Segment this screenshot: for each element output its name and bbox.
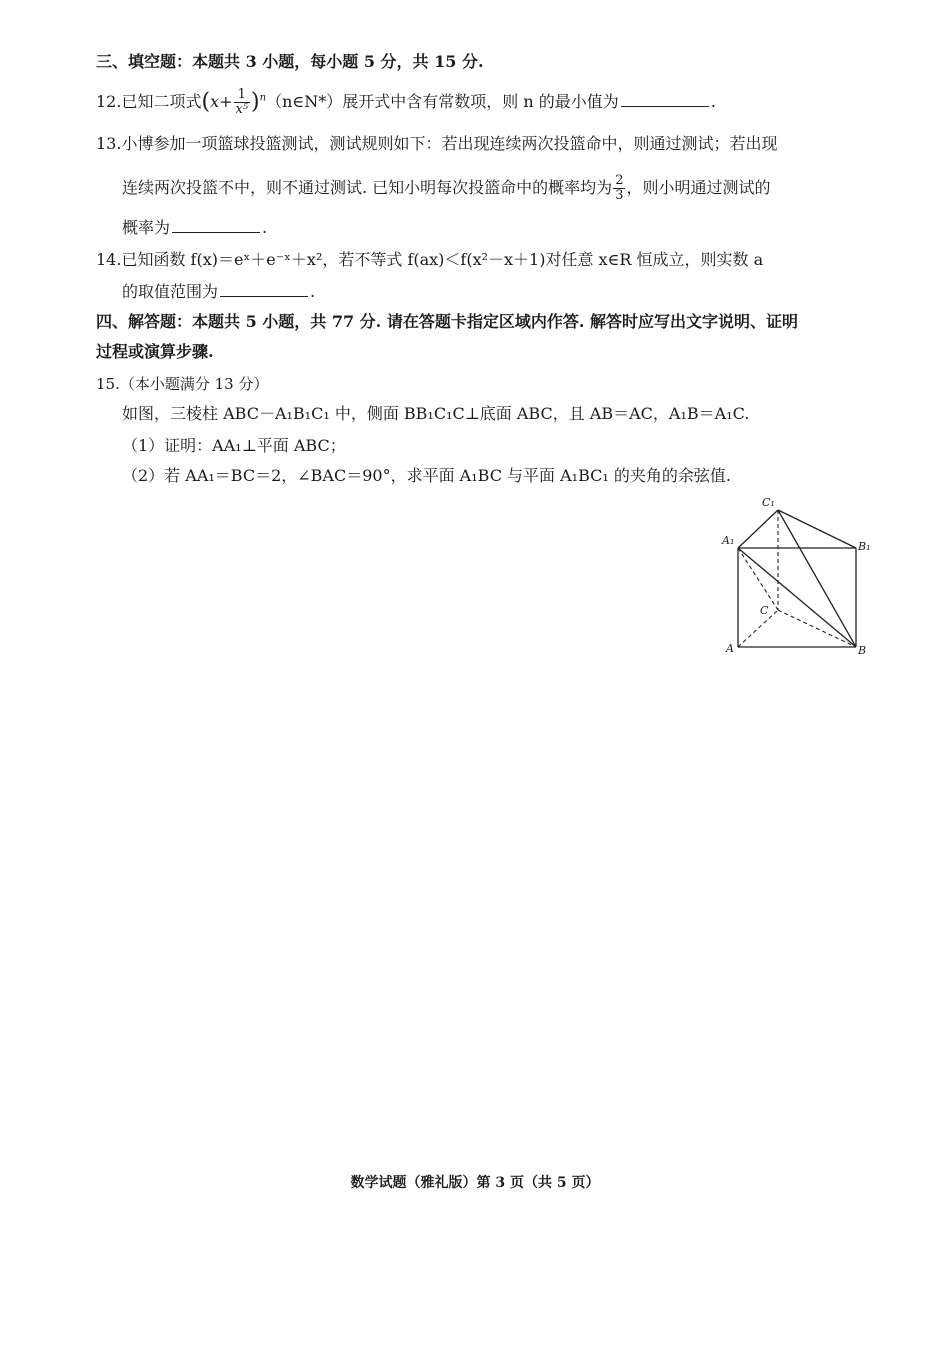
segment-a1-b [738,548,856,647]
question-13-line-3: 概率为 . [122,218,268,237]
edge-c1-b1 [778,510,856,548]
label-c1: C₁ [762,496,775,509]
question-15-header: 15.（本小题满分 13 分） [96,375,269,393]
question-14-answer-blank[interactable] [220,282,308,297]
prism-figure [718,492,871,662]
question-14-line-1: 14.已知函数 f(x)＝eˣ＋e⁻ˣ＋x²，若不等式 f(ax)＜f(x²－x＋1)对任意 x∈R 恒成立，则实数 a [96,250,764,269]
question-12-fraction: $\frac{1}{\text{x⁵}}$ [235,87,249,117]
question-13-line-1: 13.小博参加一项篮球投篮测试，测试规则如下：若出现连续两次投篮命中，则通过测试；若出现 [96,134,778,153]
edge-a-c-hidden [738,610,778,647]
question-15-stem: 如图，三棱柱 ABC－A₁B₁C₁ 中，侧面 BB₁C₁C⊥底面 ABC，且 AB＝AC，A₁B＝A₁C. [122,404,750,423]
question-13-number: 13. [96,134,122,153]
question-14-number: 14. [96,250,122,269]
question-13-line-2: 连续两次投篮不中，则不通过测试. 已知小明每次投篮命中的概率均为 $\frac{2}{3}$ ，则小明通过测试的 [122,173,771,203]
question-12-expr: x+ [210,92,233,111]
segment-c1-b [778,510,856,647]
label-b1: B₁ [858,540,871,553]
page-footer: 数学试题（雅礼版）第 3 页（共 5 页） [350,1175,600,1191]
question-12-answer-blank[interactable] [621,92,709,107]
question-14-line-2: 的取值范围为 . [122,282,316,301]
question-12-prefix: 已知二项式 [121,92,202,111]
question-12-exponent: n [259,92,267,104]
edge-c-b-hidden [778,610,856,647]
question-12-condition: （n∈N*） [266,92,343,111]
question-15-part-1: （1）证明：AA₁⊥平面 ABC； [122,436,346,455]
question-12-suffix: 展开式中含有常数项，则 n 的最小值为 [342,92,619,111]
question-12: 12.已知二项式(x+ $\frac{1}{\text{x⁵}}$ )$^n$（n∈N*）展开式中含有常数项，则 n 的最小值为 . [96,87,716,117]
question-12-number: 12. [96,92,122,111]
segment-a1-c-hidden [738,548,778,610]
section-4-heading-line-2: 过程或演算步骤. [96,342,214,361]
label-a1: A₁ [722,534,735,547]
section-4-heading-line-1: 四、解答题：本题共 5 小题，共 77 分. 请在答题卡指定区域内作答. 解答时应写出文字说明、证明 [96,312,798,331]
edge-a1-c1 [738,510,778,548]
label-b: B [858,644,867,657]
section-3-heading: 三、填空题：本题共 3 小题，每小题 5 分，共 15 分. [96,52,484,71]
label-c: C [760,604,769,617]
question-13-fraction: $\frac{2}{3}$ [615,173,624,203]
question-15-part-2: （2）若 AA₁＝BC＝2，∠BAC＝90°，求平面 A₁BC 与平面 A₁BC₁ 的夹角的余弦值. [122,466,731,485]
label-a: A [726,642,734,655]
question-13-answer-blank[interactable] [172,218,260,233]
